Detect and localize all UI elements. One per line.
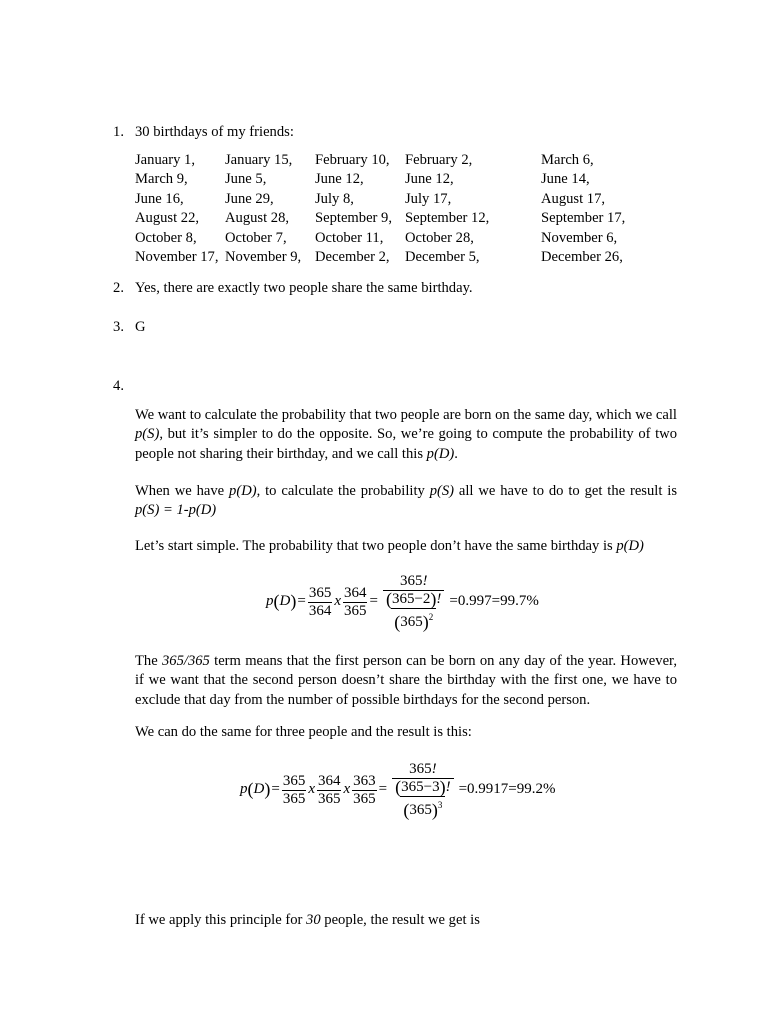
- table-cell: August 28,: [225, 210, 290, 227]
- fraction: $\frac{363}{365}$: [353, 772, 376, 807]
- table-row: [135, 170, 681, 189]
- table-cell: August 22,: [135, 210, 200, 227]
- table-row: [135, 229, 681, 248]
- table-cell: June 16,: [135, 190, 184, 207]
- item1-text: 30 birthdays of my friends:: [135, 124, 294, 140]
- fraction: $\frac{364}{365}$: [317, 772, 341, 807]
- table-cell: June 12,: [315, 171, 364, 188]
- table-cell: June 5,: [225, 171, 267, 188]
- list-number-2: 2.: [113, 280, 124, 296]
- table-cell: March 6,: [541, 152, 594, 168]
- paragraph-intro: We want to calculate the probability that two people are born on the same day, which we call p(S), but it’s simpler to do the opposite. So, we’re going to compute the probability of two people not sharing their birthday, and we call this p(D).: [135, 407, 677, 462]
- table-cell: June 14,: [541, 171, 590, 188]
- fraction: $\frac{365}{364}$: [308, 584, 332, 619]
- table-row: [135, 248, 681, 267]
- list-number-3: 3.: [113, 319, 124, 335]
- paragraph-explanation: The 365/365 term means that the first person can be born on any day of the year. However, if we want that the second person doesn’t share the birthday with the first one, we have to exclude that day from the number of possible birthdays for the second person.: [135, 653, 677, 708]
- table-cell: March 9,: [135, 171, 188, 188]
- table-cell: September 9,: [315, 210, 393, 227]
- list-number-1: 1.: [113, 124, 124, 140]
- table-cell: February 2,: [405, 152, 473, 168]
- item3-text: G: [135, 319, 146, 335]
- item2-text: Yes, there are exactly two people share the same birthday.: [135, 280, 473, 296]
- table-cell: October 8,: [135, 229, 197, 246]
- table-cell: November 17,: [135, 248, 219, 265]
- table-cell: January 15,: [225, 152, 293, 168]
- table-cell: June 12,: [405, 171, 454, 188]
- paragraph-start-simple: Let’s start simple. The probability that two people don’t have the same birthday is p(D): [135, 538, 644, 554]
- table-row: [135, 151, 681, 170]
- table-cell: February 10,: [315, 152, 390, 168]
- table-cell: December 5,: [405, 248, 480, 265]
- table-row: [135, 209, 681, 228]
- birthday-table: [135, 151, 681, 267]
- table-cell: July 8,: [315, 190, 354, 207]
- table-cell: January 1,: [135, 152, 195, 168]
- factorial-fraction: $\frac{\frac{365!}{(365-2)!}}{(365)^2}$: [380, 573, 447, 631]
- paragraph-three-people: We can do the same for three people and the result is this:: [135, 724, 472, 740]
- formula-three-people: p ( D ) = $\frac{365}{365}$ x $\frac{364}{365}$ x $\frac{363}{365}$ = $\frac{\frac{365!}{(365-3)!}}{(365)^3}$ =0.9917=99.2%: [240, 760, 556, 821]
- table-cell: July 17,: [405, 190, 452, 207]
- table-row: [135, 190, 681, 209]
- paragraph-complement: When we have p(D), to calculate the probability p(S) all we have to do to get the result is p(S) = 1-p(D): [135, 483, 678, 519]
- fraction: $\frac{365}{365}$: [282, 772, 306, 807]
- table-cell: September 12,: [405, 210, 490, 227]
- fraction: $\frac{364}{365}$: [343, 584, 367, 619]
- table-cell: December 2,: [315, 248, 390, 265]
- table-cell: November 9,: [225, 248, 302, 265]
- table-cell: October 11,: [315, 229, 384, 246]
- table-cell: June 29,: [225, 190, 274, 207]
- table-cell: November 6,: [541, 229, 618, 246]
- list-number-4: 4.: [113, 378, 124, 394]
- factorial-fraction: $\frac{\frac{365!}{(365-3)!}}{(365)^3}$: [389, 761, 456, 819]
- paragraph-thirty-people: If we apply this principle for 30 people, the result we get is: [135, 912, 480, 928]
- table-cell: August 17,: [541, 190, 606, 207]
- formula-two-people: p ( D ) = $\frac{365}{364}$ x $\frac{364}{365}$ = $\frac{\frac{365!}{(365-2)!}}{(365)^2}$ =0.997=99.7%: [266, 572, 539, 633]
- table-cell: October 7,: [225, 229, 287, 246]
- table-cell: September 17,: [541, 210, 626, 227]
- table-cell: December 26,: [541, 248, 623, 265]
- table-cell: October 28,: [405, 229, 474, 246]
